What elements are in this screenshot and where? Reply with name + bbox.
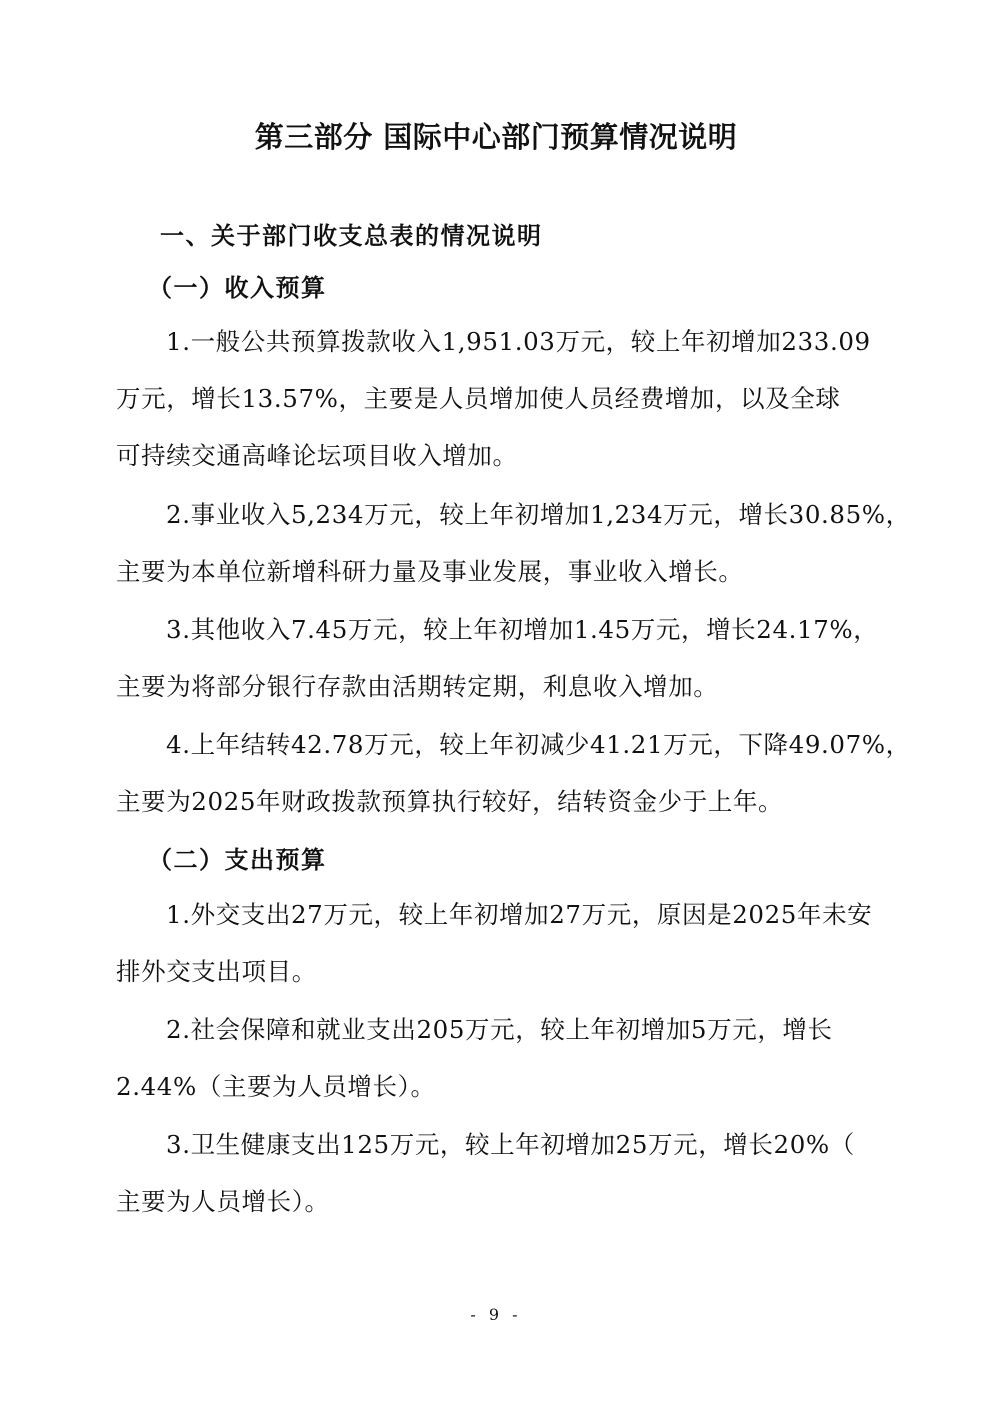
page-title: 第三部分 国际中心部门预算情况说明 [254,120,738,154]
expense-item-3-line-2: 主要为人员增长）。 [116,1187,330,1216]
income-item-1-line-1: 1.一般公共预算拨款收入1,951.03万元，较上年初增加233.09 [166,327,871,356]
income-item-3-line-1: 3.其他收入7.45万元，较上年初增加1.45万元，增长24.17%， [166,615,879,644]
expense-item-2-line-1: 2.社会保障和就业支出205万元，较上年初增加5万元，增长 [166,1015,833,1044]
income-item-1-line-3: 可持续交通高峰论坛项目收入增加。 [116,441,518,470]
subheading-expense-budget: （二）支出预算 [148,846,327,874]
income-item-1-line-2: 万元，增长13.57%，主要是人员增加使人员经费增加，以及全球 [116,384,841,413]
page-number: - 9 - [470,1305,522,1324]
subheading-income-budget: （一）收入预算 [148,274,327,302]
expense-item-1-line-1: 1.外交支出27万元，较上年初增加27万元，原因是2025年未安 [166,900,873,929]
expense-item-1-line-2: 排外交支出项目。 [116,957,317,986]
section-heading-summary-table: 一、关于部门收支总表的情况说明 [160,222,543,250]
income-item-3-line-2: 主要为将部分银行存款由活期转定期，利息收入增加。 [116,672,719,701]
income-item-2-line-1: 2.事业收入5,234万元，较上年初增加1,234万元，增长30.85%， [166,500,911,529]
income-item-4-line-1: 4.上年结转42.78万元，较上年初减少41.21万元，下降49.07%， [166,730,911,759]
income-item-2-line-2: 主要为本单位新增科研力量及事业发展，事业收入增长。 [116,557,744,586]
income-item-4-line-2: 主要为2025年财政拨款预算执行较好，结转资金少于上年。 [116,787,784,816]
expense-item-3-line-1: 3.卫生健康支出125万元，较上年初增加25万元，增长20%（ [166,1130,855,1159]
expense-item-2-line-2: 2.44%（主要为人员增长）。 [116,1072,436,1101]
